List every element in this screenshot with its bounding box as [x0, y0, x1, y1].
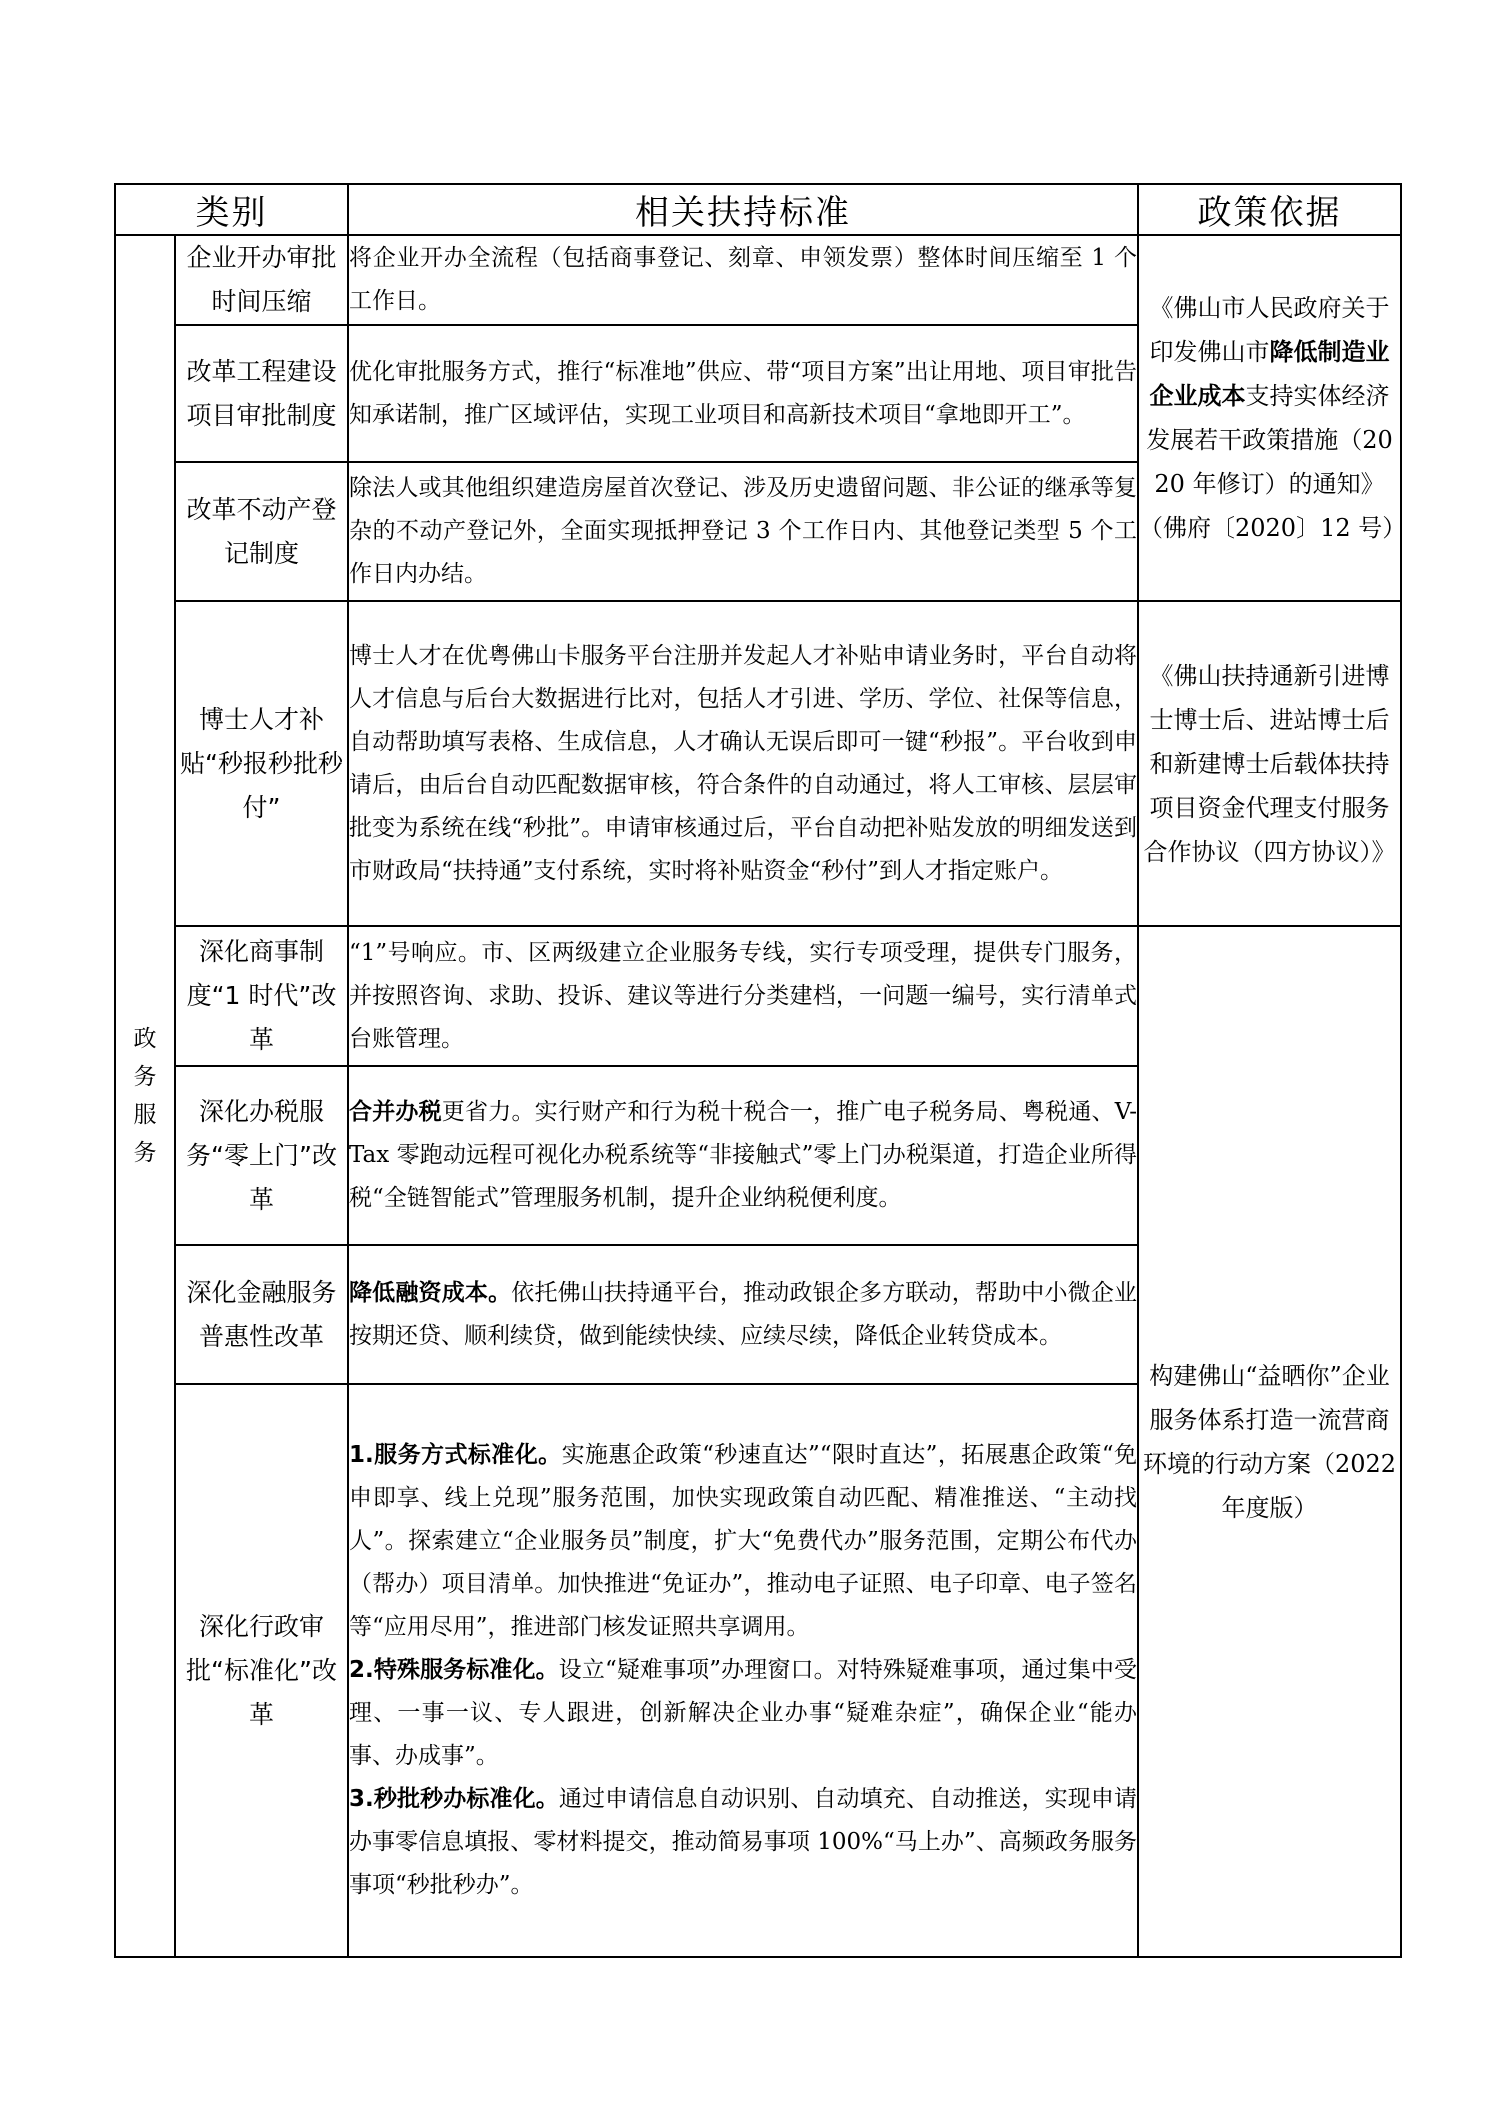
policy-table — [114, 183, 1407, 1958]
standard-cell: “1”号响应。市、区两级建立企业服务专线，实行专项受理，提供专门服务，并按照咨询、求助、投诉、建议等进行分类建档，一问题一编号，实行清单式台账管理。 — [348, 926, 1138, 1066]
standard-cell — [348, 1066, 1138, 1245]
table-row — [115, 926, 1401, 1066]
standard-text: 通过申请信息自动识别、自动填充、自动推送，实现申请办事零信息填报、零材料提交，推动简易事项 100%“马上办”、高频政务服务事项“秒批秒办”。 — [349, 1786, 1137, 1898]
standard-lead: 3.秒批秒办标准化。 — [349, 1786, 559, 1812]
item-cell: 深化行政审批“标准化”改革 — [175, 1384, 348, 1957]
header-standard: 相关扶持标准 — [348, 184, 1138, 235]
standard-lead: 降低融资成本。 — [349, 1279, 512, 1306]
standard-text: 设立“疑难事项”办理窗口。对特殊疑难事项，通过集中受理、一事一议、专人跟进，创新解决企业办事“疑难杂症”，确保企业“能办事、办成事”。 — [349, 1657, 1137, 1769]
standard-cell: 博士人才在优粤佛山卡服务平台注册并发起人才补贴申请业务时，平台自动将人才信息与后台大数据进行比对，包括人才引进、学历、学位、社保等信息，自动帮助填写表格、生成信息，人才确认无误后即可一键“秒报”。平台收到申请后，由后台自动匹配数据审核，符合条件的自动通过，将人工审核、层层审批变为系统在线“秒批”。申请审核通过后，平台自动把补贴发放的明细发送到市财政局“扶持通”支付系统，实时将补贴资金“秒付”到人才指定账户。 — [348, 601, 1138, 926]
basis-cell-3: 构建佛山“益晒你”企业服务体系打造一流营商环境的行动方案（2022 年度版） — [1138, 926, 1401, 1957]
item-cell: 企业开办审批时间压缩 — [175, 235, 348, 325]
standard-text: 更省力。实行财产和行为税十税合一，推广电子税务局、粤税通、V-Tax 零跑动远程可视化办税系统等“非接触式”零上门办税渠道，打造企业所得税“全链智能式”管理服务机制，提升企业纳税便利度。 — [349, 1099, 1138, 1211]
standard-text: 依托佛山扶持通平台，推动政银企多方联动，帮助中小微企业按期还贷、顺利续贷，做到能续快续、应续尽续，降低企业转贷成本。 — [349, 1279, 1138, 1349]
category-label: 政务服务 — [133, 1026, 157, 1166]
category-cell — [115, 235, 175, 1957]
standard-text: 实施惠企政策“秒速直达”“限时直达”，拓展惠企政策“免申即享、线上兑现”服务范围，加快实现政策自动匹配、精准推送、“主动找人”。探索建立“企业服务员”制度，扩大“免费代办”服务范围，定期公布代办（帮办）项目清单。加快推进“免证办”，推动电子证照、电子印章、电子签名等“应用尽用”，推进部门核发证照共享调用。 — [349, 1442, 1137, 1640]
header-basis: 政策依据 — [1138, 184, 1401, 235]
standard-cell: 优化审批服务方式，推行“标准地”供应、带“项目方案”出让用地、项目审批告知承诺制，推广区域评估，实现工业项目和高新技术项目“拿地即开工”。 — [348, 325, 1138, 462]
table-header-row — [115, 184, 1401, 235]
table-row — [115, 601, 1401, 926]
standard-paragraph-3 — [349, 1778, 1137, 1907]
item-cell: 深化办税服务“零上门”改革 — [175, 1066, 348, 1245]
standard-cell: 除法人或其他组织建造房屋首次登记、涉及历史遗留问题、非公证的继承等复杂的不动产登记外，全面实现抵押登记 3 个工作日内、其他登记类型 5 个工作日内办结。 — [348, 462, 1138, 601]
standard-cell — [348, 1384, 1138, 1957]
basis-1-pre: 《佛山市人民政府关于印发佛山市 — [1149, 294, 1390, 366]
basis-1-bold: 降低制造业企业成本 — [1149, 338, 1390, 410]
item-cell: 改革工程建设项目审批制度 — [175, 325, 348, 462]
basis-1-post: 支持实体经济发展若干政策措施（2020 年修订）的通知》（佛府〔2020〕12 号） — [1139, 382, 1407, 542]
standard-paragraph-1 — [349, 1434, 1137, 1649]
table-row — [115, 235, 1401, 325]
basis-cell-1 — [1138, 235, 1407, 601]
standard-paragraph-2 — [349, 1649, 1137, 1778]
standard-lead: 1.服务方式标准化。 — [349, 1442, 562, 1468]
header-category: 类别 — [115, 184, 348, 235]
standard-lead: 2.特殊服务标准化。 — [349, 1657, 559, 1683]
basis-cell-2: 《佛山扶持通新引进博士博士后、进站博士后和新建博士后载体扶持项目资金代理支付服务合作协议（四方协议）》 — [1138, 601, 1401, 926]
item-cell: 改革不动产登记制度 — [175, 462, 348, 601]
standard-cell: 将企业开办全流程（包括商事登记、刻章、申领发票）整体时间压缩至 1 个工作日。 — [348, 235, 1138, 325]
standard-cell — [348, 1245, 1138, 1384]
standard-lead: 合并办税 — [349, 1099, 442, 1125]
item-cell: 博士人才补贴“秒报秒批秒付” — [175, 601, 348, 926]
item-cell: 深化商事制度“1 时代”改革 — [175, 926, 348, 1066]
item-cell: 深化金融服务普惠性改革 — [175, 1245, 348, 1384]
